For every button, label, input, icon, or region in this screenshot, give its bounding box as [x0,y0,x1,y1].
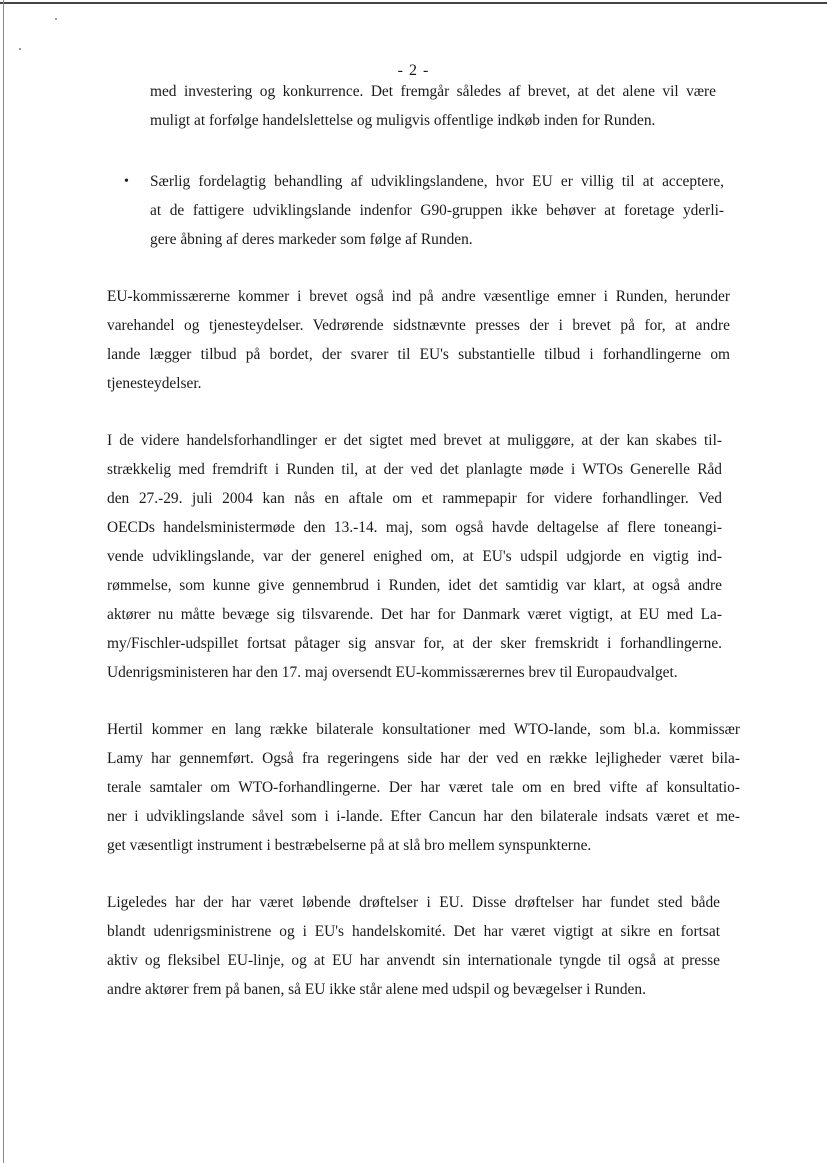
text-line: Særlig fordelagtig behandling af udviklingslandene, hvor EU er villig til at acceptere, [150,173,724,190]
paragraph [107,282,730,398]
text-line: tjenesteydelser. [107,375,202,392]
bullet-symbol: • [124,174,129,189]
scan-left-edge [3,0,4,1163]
text-line: blandt udenrigsministrene og i EU's handelskomité. Det har været vigtigt at sikre en fortsat [107,923,720,940]
scan-top-edge [0,2,827,4]
text-line: aktiv og fleksibel EU-linje, og at EU har anvendt sin internationale tyngde til også at presse [107,952,720,969]
text-line: med investering og konkurrence. Det fremgår således af brevet, at det alene vil være [150,83,716,100]
page-number: - 2 - [397,62,430,79]
text-line: den 27.-29. juli 2004 kan nås en aftale om et rammepapir for videre forhandlinger. Ved [107,490,722,507]
text-line: Lamy har gennemført. Også fra regeringens side har der ved en række lejligheder været bila- [107,750,740,767]
text-line: gere åbning af deres markeder som følge af Runden. [150,231,473,248]
text-line: get væsentligt instrument i bestræbelserne på at slå bro mellem synspunkterne. [107,837,592,854]
text-line: aktører nu måtte bevæge sig tilsvarende. Det har for Danmark været vigtigt, at EU med La- [107,606,722,623]
continuation-paragraph [150,77,716,135]
text-line: andre aktører frem på banen, så EU ikke står alene med udspil og bevægelser i Runden. [107,981,646,998]
paragraph [107,426,722,687]
scan-speck [55,18,57,20]
scan-speck [19,48,21,50]
paragraph [107,888,720,1004]
text-line: I de videre handelsforhandlinger er det sigtet med brevet at muliggøre, at der kan skabes til- [107,432,722,449]
text-line: vende udviklingslande, var der generel enighed om, at EU's udspil udgjorde en vigtig ind- [107,548,722,565]
text-line: my/Fischler-udspillet fortsat påtager sig ansvar for, at der sker fremskridt i forhandlingerne. [107,635,722,652]
text-line: strækkelig med fremdrift i Runden til, at der ved det planlagte møde i WTOs Generelle Råd [107,461,722,478]
text-line: OECDs handelsministermøde den 13.-14. maj, som også havde deltagelse af flere toneangi- [107,519,722,536]
text-line: varehandel og tjenesteydelser. Vedrørende sidstnævnte presses der i brevet på for, at andre [107,317,730,334]
text-line: Ligeledes har der har været løbende drøftelser i EU. Disse drøftelser har fundet sted både [107,894,720,911]
text-line: muligt at forfølge handelslettelse og muligvis offentlige indkøb inden for Runden. [150,112,656,129]
text-line: at de fattigere udviklingslande indenfor G90-gruppen ikke behøver at foretage yderli- [150,202,724,219]
text-line: rømmelse, som kunne give gennembrud i Runden, idet det samtidig var klart, at også andre [107,577,722,594]
text-line: EU-kommissærerne kommer i brevet også ind på andre væsentlige emner i Runden, herunder [107,288,730,305]
text-line: ner i udviklingslande såvel som i i-lande. Efter Cancun har den bilaterale indsats været et me- [107,808,740,825]
bullet-paragraph [150,167,724,254]
text-line: terale samtaler om WTO-forhandlingerne. Der har været tale om en bred vifte af konsultatio- [107,779,740,796]
paragraph [107,715,740,860]
text-line: Hertil kommer en lang række bilaterale konsultationer med WTO-lande, som bl.a. kommissær [107,721,740,738]
text-line: Udenrigsministeren har den 17. maj oversendt EU-kommissærernes brev til Europaudvalget. [107,664,678,681]
text-line: lande lægger tilbud på bordet, der svarer til EU's substantielle tilbud i forhandlingerne om [107,346,730,363]
